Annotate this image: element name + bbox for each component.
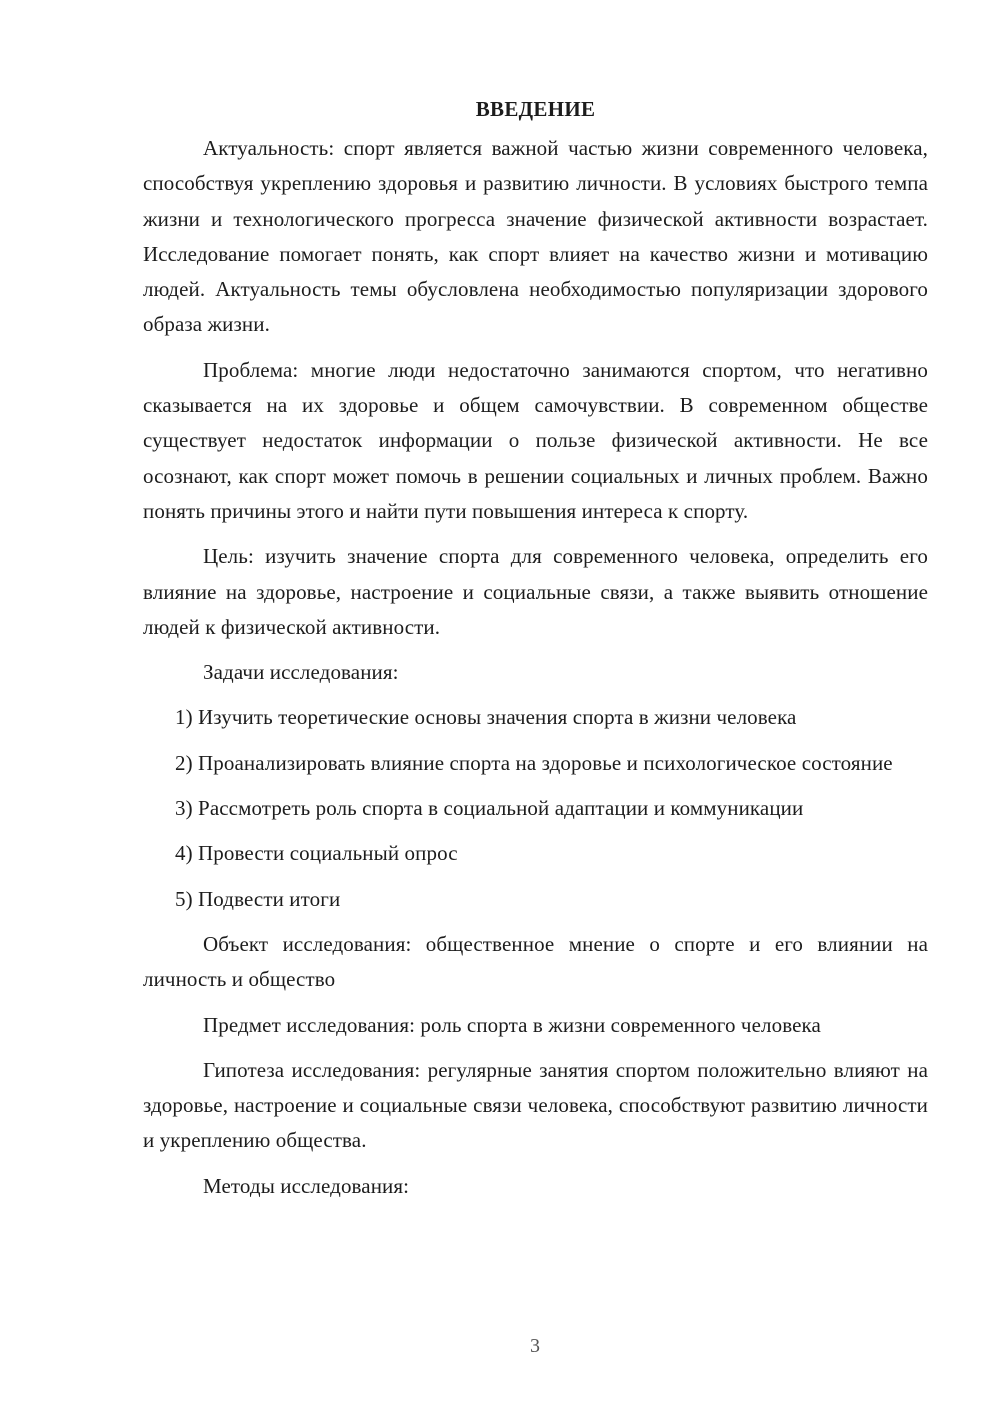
paragraph-hypothesis: Гипотеза исследования: регулярные занятия спортом положительно влияют на здоровье, настроение и социальные связи человека, способствуют развитию личности и укреплению общества. (143, 1057, 928, 1153)
paragraph-object: Объект исследования: общественное мнение о спорте и его влиянии на личность и общество (143, 931, 928, 992)
paragraph-relevance: Актуальность: спорт является важной частью жизни современного человека, способствуя укреплению здоровья и развитию личности. В условиях быстрого темпа жизни и технологического прогресса значение физической активности возрастает. Исследование помогает понять, как спорт влияет на качество жизни и мотивацию людей. Актуальность темы обусловлена необходимостью популяризации здорового образа жизни. (143, 136, 928, 337)
task-item-3: 3) Рассмотреть роль спорта в социальной адаптации и коммуникации (175, 796, 804, 821)
task-item-1: 1) Изучить теоретические основы значения спорта в жизни человека (175, 705, 797, 730)
task-item-2: 2) Проанализировать влияние спорта на здоровье и психологическое состояние (175, 750, 893, 775)
task-item-4: 4) Провести социальный опрос (175, 841, 458, 866)
methods-heading: Методы исследования: (203, 1173, 410, 1198)
paragraph-subject: Предмет исследования: роль спорта в жизни современного человека (203, 1012, 821, 1037)
page-content (143, 92, 928, 1214)
section-title: ВВЕДЕНИЕ (475, 97, 596, 121)
paragraph-problem: Проблема: многие люди недостаточно занимаются спортом, что негативно сказывается на их здоровье и общем самочувствии. В современном обществе существует недостаток информации о пользе физической активности. Не все осознают, как спорт может помочь в решении социальных и личных проблем. Важно понять причины этого и найти пути повышения интереса к спорту. (143, 357, 928, 523)
paragraph-goal: Цель: изучить значение спорта для современного человека, определить его влияние на здоровье, настроение и социальные связи, а также выявить отношение людей к физической активности. (143, 544, 928, 639)
task-item-5: 5) Подвести итоги (175, 886, 341, 911)
tasks-heading: Задачи исследования: (203, 660, 399, 685)
page-number: 3 (530, 1335, 540, 1357)
